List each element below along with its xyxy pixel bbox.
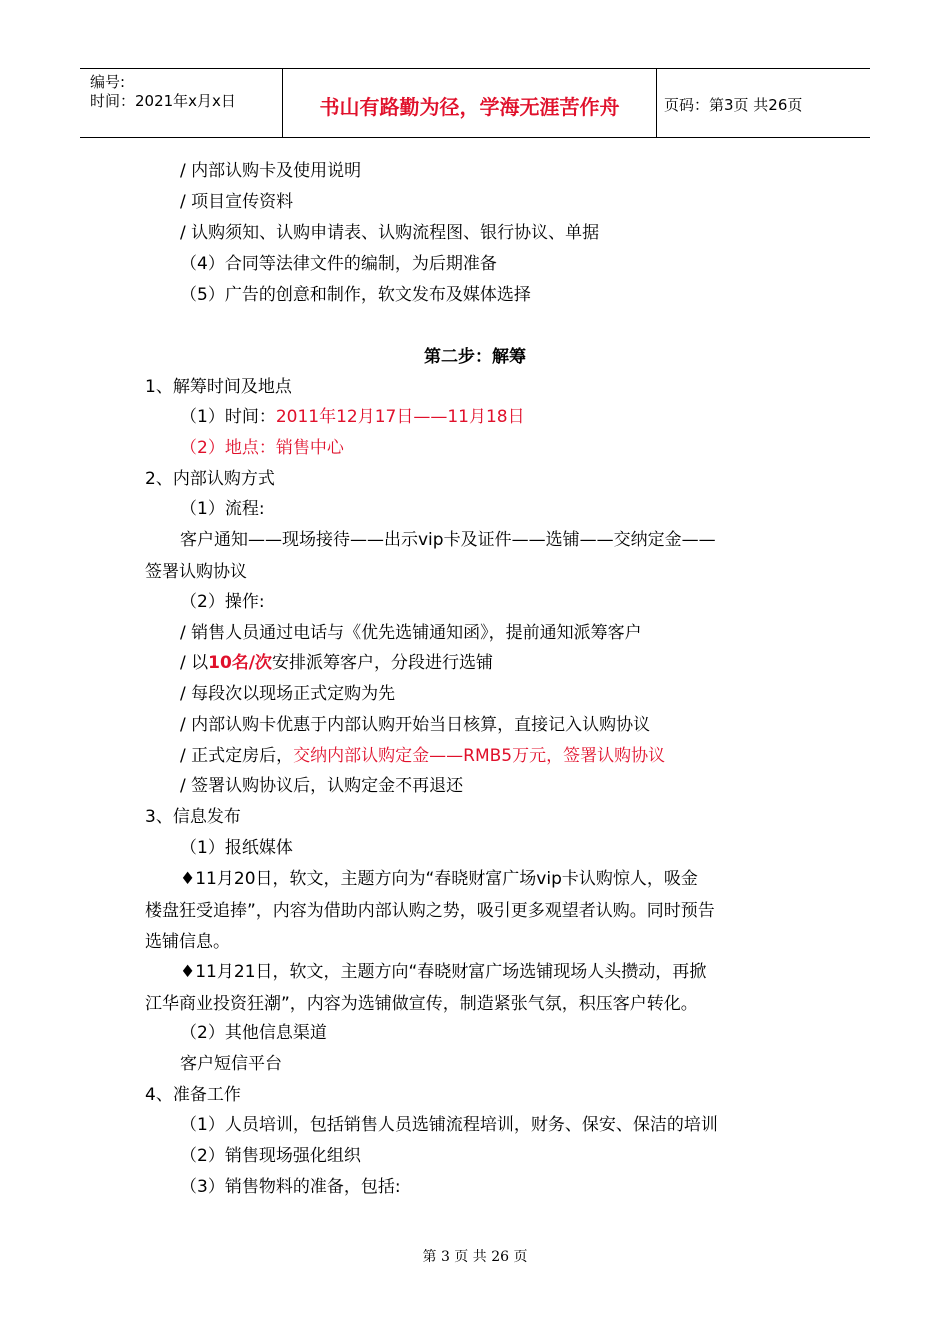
line-prefix: / 以 (180, 653, 209, 673)
body-line: （1）流程: (180, 499, 265, 519)
doc-time-label: 时间：2021年x月x日 (90, 92, 236, 110)
time-value: 2011年12月17日——11月18日 (275, 407, 525, 427)
header-motto: 书山有路勤为径，学海无涯苦作舟 (319, 95, 620, 119)
body-line: / 销售人员通过电话与《优先选铺通知函》，提前通知派筹客户 (180, 623, 642, 643)
time-label: （1）时间： (180, 407, 276, 427)
body-line: （1）人员培训，包括销售人员选铺流程培训，财务、保安、保洁的培训 (180, 1115, 718, 1135)
body-line: （2）操作: (180, 592, 265, 612)
section-heading: 第二步：解筹 (424, 347, 526, 367)
body-line: / 内部认购卡优惠于内部认购开始当日核算，直接记入认购协议 (180, 715, 651, 735)
body-line: （5）广告的创意和制作，软文发布及媒体选择 (180, 285, 531, 305)
page-footer: 第 3 页 共 26 页 (422, 1249, 528, 1265)
body-line: （2）其他信息渠道 (180, 1023, 327, 1043)
body-line: 楼盘狂受追捧”，内容为借助内部认购之势，吸引更多观望者认购。同时预告 (145, 901, 715, 921)
header-page-number: 页码：第3页 共26页 (664, 96, 803, 114)
body-line: 江华商业投资狂潮”，内容为选铺做宣传，制造紧张气氛，积压客户转化。 (145, 994, 698, 1014)
header-middle-cell (282, 69, 657, 137)
body-line: ♦11月20日，软文，主题方向为“春晓财富广场vip卡认购惊人，吸金 (180, 869, 698, 889)
line-suffix: 安排派筹客户，分段进行选铺 (272, 653, 494, 673)
header-right-cell (656, 69, 870, 137)
body-line (180, 406, 525, 428)
body-line: 客户通知——现场接待——出示vip卡及证件——选铺——交纳定金—— (180, 530, 716, 550)
body-line: 签署认购协议 (145, 562, 247, 582)
doc-code-label: 编号: (90, 73, 126, 91)
body-line (180, 652, 493, 674)
line-prefix: / 正式定房后， (180, 746, 294, 766)
body-line: 客户短信平台 (180, 1054, 282, 1074)
page-header (80, 68, 870, 138)
body-line: / 签署认购协议后，认购定金不再退还 (180, 776, 464, 796)
body-line: 3、信息发布 (145, 807, 241, 827)
highlight-count: 10名/次 (208, 653, 273, 673)
body-line: （4）合同等法律文件的编制，为后期准备 (180, 254, 497, 274)
header-left-cell (80, 69, 282, 137)
body-line: 选铺信息。 (145, 932, 230, 952)
body-line: （3）销售物料的准备，包括: (180, 1177, 401, 1197)
body-line: 2、内部认购方式 (145, 469, 275, 489)
body-line: / 内部认购卡及使用说明 (180, 161, 362, 181)
body-line: / 项目宣传资料 (180, 192, 294, 212)
body-line (180, 745, 665, 767)
body-line: / 认购须知、认购申请表、认购流程图、银行协议、单据 (180, 223, 600, 243)
body-line: （2）销售现场强化组织 (180, 1146, 361, 1166)
body-line: （2）地点：销售中心 (180, 438, 344, 458)
body-line: （1）报纸媒体 (180, 838, 293, 858)
body-line: 4、准备工作 (145, 1085, 241, 1105)
body-line: / 每段次以现场正式定购为先 (180, 684, 396, 704)
body-line: 1、解筹时间及地点 (145, 377, 292, 397)
body-line: ♦11月21日，软文，主题方向“春晓财富广场选铺现场人头攒动，再掀 (180, 962, 707, 982)
highlight-deposit: 交纳内部认购定金——RMB5万元，签署认购协议 (293, 746, 666, 766)
